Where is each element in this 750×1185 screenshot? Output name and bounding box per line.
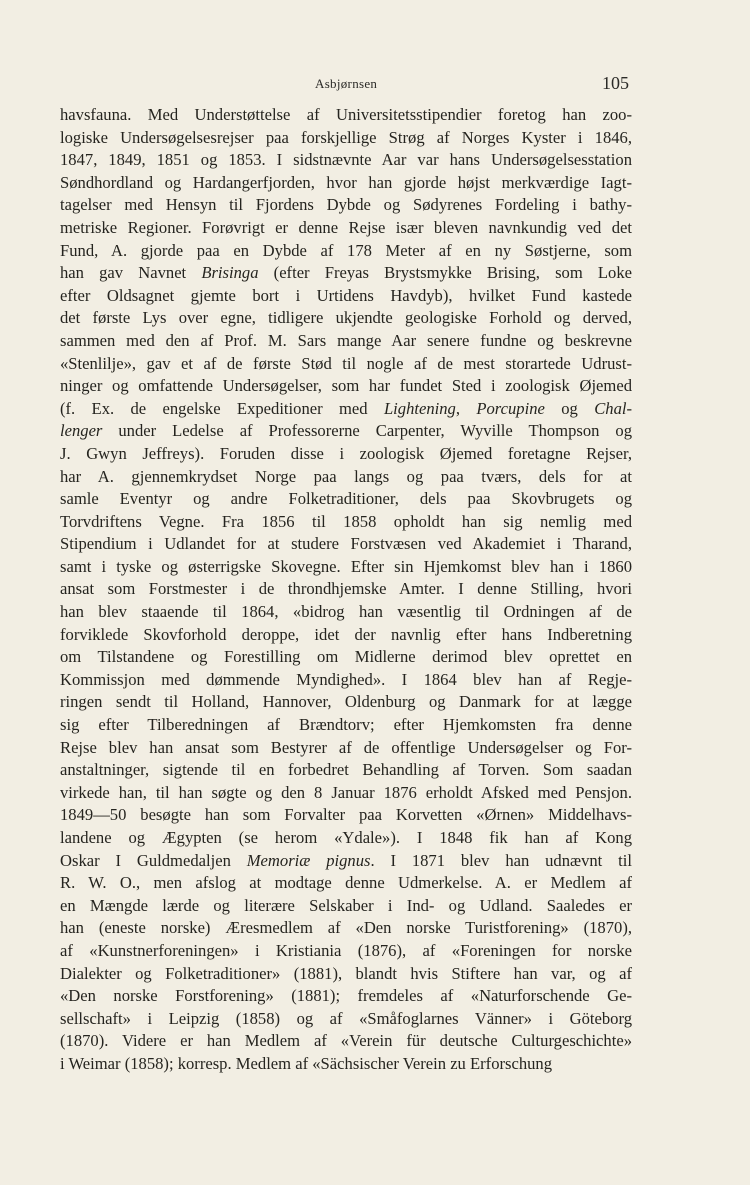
italic-text: Memoriæ pignus [246,850,371,870]
text-segment: tagelser med Hensyn til Fjordens Dybde og Sødyrenes Fordeling i bathy- [60,195,632,215]
text-segment: Søndhordland og Hardangerfjorden, hvor han gjorde højst merkværdige Iagt- [60,172,632,192]
text-segment: anstaltninger, sigtende til en forbedret Behandling af Torven. Som saadan [60,760,632,780]
page-number: 105 [602,73,629,93]
text-line [60,217,632,240]
body-text [60,104,632,1076]
italic-text: Lightening [383,398,456,418]
text-line [60,1053,632,1076]
text-line [60,262,632,285]
text-line [60,398,632,421]
text-segment: landene og Ægypten (se herom «Ydale»). I 1848 fik han af Kong [60,828,632,847]
text-segment: virkede han, til han søgte og den 8 Januar 1876 erholdt Afsked med Pensjon. [60,782,632,802]
text-line [60,353,632,376]
text-segment: af «Kunstnerforeningen» i Kristiania (1876), af «Foreningen for norske [60,940,632,960]
text-segment: R. W. O., men afslog at modtage denne Udmerkelse. A. er Medlem af [60,873,632,893]
running-head-title: Asbjørnsen [315,76,378,91]
text-line [60,601,632,624]
text-line [60,804,632,827]
text-segment: sammen med den af Prof. M. Sars mange Aar senere fundne og beskrevne [60,330,632,350]
text-line [60,714,632,737]
text-segment: Torvdriftens Vegne. Fra 1856 til 1858 opholdt han sig nemlig med [60,511,632,531]
text-segment: (f. Ex. de engelske Expeditioner med [60,398,384,418]
text-segment: ansat som Forstmester i de throndhjemske Amter. I denne Stilling, hvori [60,579,632,599]
text-segment: forviklede Skovforhold deroppe, idet der navnlig efter hans Indberetning [60,624,632,644]
text-line [60,827,632,850]
text-segment: og [544,398,595,418]
text-segment: ringen sendt til Holland, Hannover, Oldenburg og Danmark for at lægge [60,692,632,712]
text-line [60,691,632,714]
text-segment: i Weimar (1858); korresp. Medlem af «Sächsischer Verein zu Erforschung [60,1053,553,1073]
text-segment: (efter Freyas Brystsmykke Brising, som Loke [258,263,632,283]
text-segment: Stipendium i Udlandet for at studere Forstvæsen ved Akademiet i Tharand, [60,534,632,554]
text-segment: Oskar I Guldmedaljen [60,850,247,870]
text-segment: Fund, A. gjorde paa en Dybde af 178 Meter af en ny Søstjerne, som [60,240,632,260]
text-segment: 1849—50 besøgte han som Forvalter paa Korvetten «Ørnen» Middelhavs- [60,805,632,825]
text-line [60,104,632,127]
text-line [60,285,632,308]
text-line [60,511,632,534]
text-segment: samt i tyske og østerrigske Skovegne. Efter sin Hjemkomst blev han i 1860 [60,556,632,576]
text-line [60,985,632,1008]
text-line [60,127,632,150]
text-segment: 1847, 1849, 1851 og 1853. I sidstnævnte Aar var hans Undersøgelsesstation [60,150,632,170]
text-segment: J. Gwyn Jeffreys). Foruden disse i zoologisk Øjemed foretagne Rejser, [60,443,632,463]
text-line [60,1030,632,1053]
text-segment: han blev staaende til 1864, «bidrog han væsentlig til Ordningen af de [60,602,632,622]
text-segment: en Mængde lærde og literære Selskaber i Ind- og Udland. Saaledes er [60,895,632,915]
text-line [60,1008,632,1031]
text-line [60,782,632,805]
text-segment: han (eneste norske) Æresmedlem af «Den norske Turistforening» (1870), [60,918,632,938]
text-segment: efter Oldsagnet gjemte bort i Urtidens Havdyb), hvilket Fund kastede [60,285,632,305]
text-line [60,330,632,353]
text-segment: under Ledelse af Professorerne Carpenter, Wyville Thompson og [102,421,632,441]
text-segment: Rejse blev han ansat som Bestyrer af de offentlige Undersøgelser og For- [60,737,632,757]
text-line [60,443,632,466]
text-line [60,850,632,873]
text-line [60,895,632,918]
text-line [60,307,632,330]
text-line [60,466,632,489]
text-segment: han gav Navnet [60,263,202,283]
text-segment: «Stenlilje», gav et af de første Stød til nogle af de mest storartede Udrust- [60,353,632,373]
text-segment: «Den norske Forstforening» (1881); fremdeles af «Naturforschende Ge- [60,986,632,1006]
text-segment: om Tilstandene og Forestilling om Midlerne derimod blev oprettet en [60,647,632,667]
italic-text: Porcupine [476,398,545,418]
text-line [60,149,632,172]
text-segment: det første Lys over egne, tidligere ukjendte geologiske Forhold og derved, [60,308,632,328]
text-line [60,917,632,940]
italic-text: lenger [60,421,103,441]
text-line [60,759,632,782]
text-segment: metriske Regioner. Forøvrigt er denne Rejse især bleven navnkundig ved det [60,217,632,237]
text-segment: har A. gjennemkrydset Norge paa langs og paa tværs, dels for at [60,466,632,486]
text-line [60,872,632,895]
text-line [60,375,632,398]
text-segment: havsfauna. Med Understøttelse af Universitetsstipendier foretog han zoo- [60,105,632,124]
text-line [60,420,632,443]
italic-text: Chal- [594,398,632,418]
text-line [60,194,632,217]
text-segment: . I 1871 blev han udnævnt til [370,850,632,870]
text-segment: Dialekter og Folketraditioner» (1881), blandt hvis Stiftere han var, og af [60,963,632,983]
text-line [60,646,632,669]
text-line [60,172,632,195]
text-segment: (1870). Videre er han Medlem af «Verein für deutsche Culturgeschichte» [60,1031,632,1051]
text-segment: sellschaft» i Leipzig (1858) og af «Småfoglarnes Vänner» i Göteborg [60,1008,632,1028]
text-line [60,624,632,647]
text-line [60,488,632,511]
italic-text: Brisinga [201,263,259,283]
text-line [60,578,632,601]
text-line [60,963,632,986]
text-segment: sig efter Tilberedningen af Brændtorv; efter Hjemkomsten fra denne [60,715,632,735]
text-line [60,533,632,556]
text-line [60,940,632,963]
text-segment: Kommissjon med dømmende Myndighed». I 1864 blev han af Regje- [60,669,632,689]
text-segment: ninger og omfattende Undersøgelser, som har fundet Sted i zoologisk Øjemed [60,376,632,396]
text-segment: logiske Undersøgelsesrejser paa forskjellige Strøg af Norges Kyster i 1846, [60,127,632,147]
text-segment: , [455,398,477,418]
text-line [60,737,632,760]
text-line [60,669,632,692]
text-line [60,240,632,263]
text-line [60,556,632,579]
text-segment: samle Eventyr og andre Folketraditioner, dels paa Skovbrugets og [60,489,632,509]
running-head [0,72,750,92]
